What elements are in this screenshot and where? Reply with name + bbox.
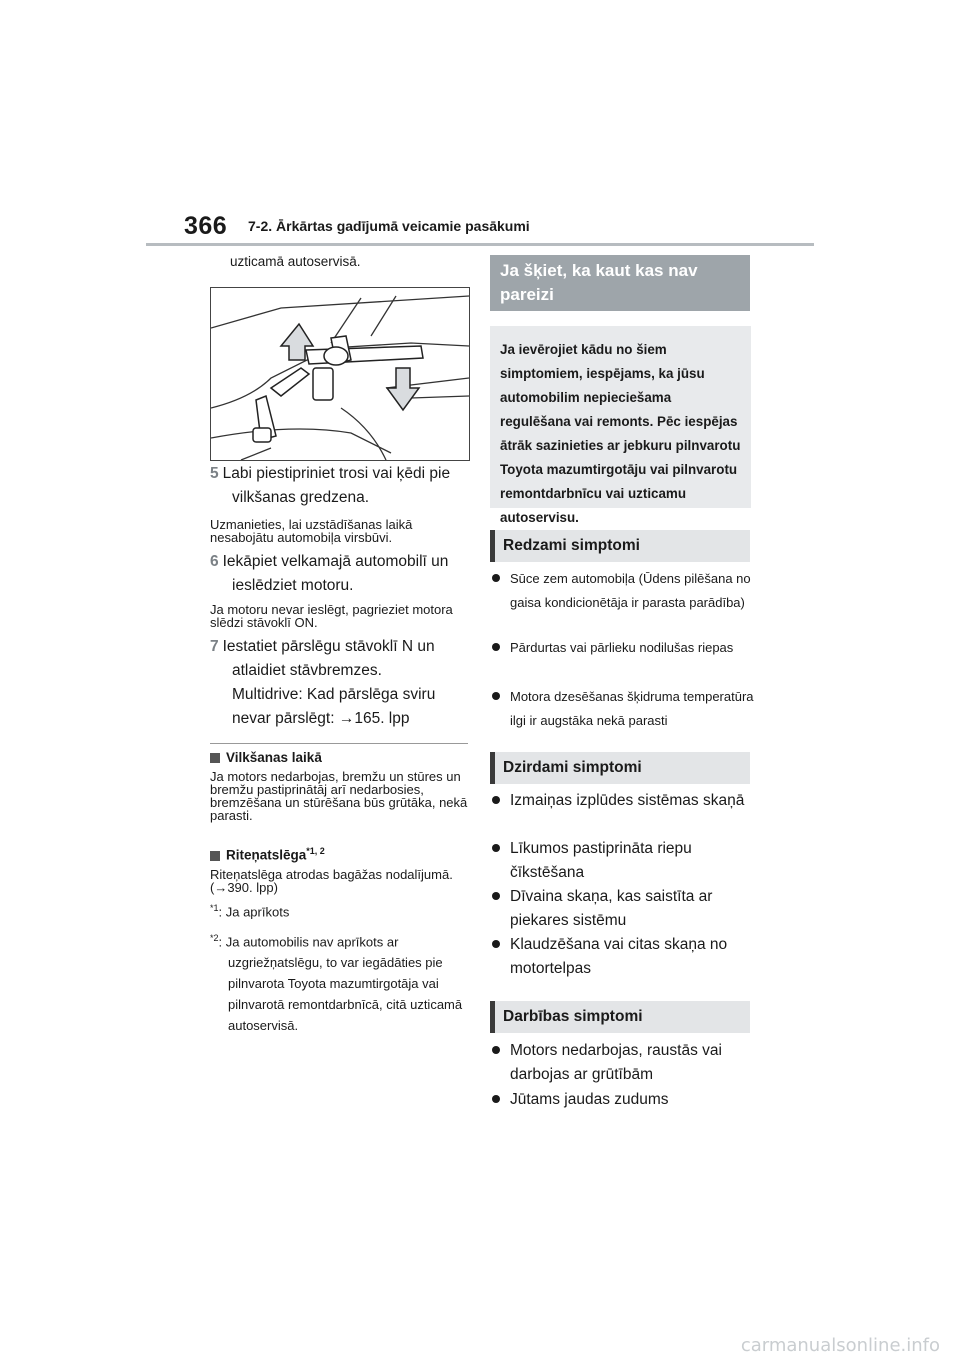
info-box: Ja ievērojiet kādu no šiem simptomiem, iespējams, ka jūsu automobilim nepieciešama regulēšana vai remonts. Pēc iespējas ātrāk sazinieties ar jebkuru pilnvarotu Toyota mazumtirgotāju vai pilnvarotu remontdarbnīcu vai uzticamu autoservisu. [490, 326, 751, 508]
list-item [492, 636, 754, 660]
footnote-1-mark: *1 [210, 903, 219, 913]
footnote-2 [210, 928, 472, 1036]
section-title: 7-2. Ārkārtas gadījumā veicamie pasākumi [248, 218, 530, 234]
bullet-icon [492, 643, 500, 651]
bullet-icon [492, 940, 500, 948]
main-heading-line1: Ja šķiet, ka kaut kas nav [500, 261, 698, 280]
footnote-1-text: : Ja aprīkots [218, 904, 290, 920]
bullet-icon [492, 574, 500, 582]
list-item [492, 885, 754, 933]
list-item-text: Pārdurtas vai pārlieku nodilušas riepas [510, 640, 734, 655]
step-number: 6 [210, 553, 219, 570]
step-number: 5 [210, 465, 219, 482]
step-5-note: Uzmanieties, lai uzstādīšanas laikā nesabojātu automobiļa virsbūvi. [210, 517, 413, 545]
main-heading [490, 255, 750, 311]
main-heading-line2: pareizi [500, 285, 554, 304]
step-text: Labi piestipriniet trosi vai ķēdi pie vilkšanas gredzena. [222, 465, 451, 506]
bullet-icon [492, 1095, 500, 1103]
step-text: Iestatiet pārslēgu stāvoklī N un atlaidiet stāvbremzes. [222, 638, 435, 679]
list-item [492, 789, 754, 813]
towing-text: Ja motors nedarbojas, bremžu un stūres un bremžu pastiprinātāj arī nedarbosies, bremzēšana un stūrēšana būs grūtāka, nekā parasti. [210, 769, 468, 823]
step-6 [210, 550, 480, 598]
footnote-2-mark: *2 [210, 933, 219, 943]
square-bullet-icon [210, 851, 220, 861]
site-watermark: carmanualsonline.info [740, 1335, 940, 1356]
bullet-icon [492, 892, 500, 900]
page-number: 366 [184, 212, 228, 240]
square-bullet-icon [210, 753, 220, 763]
towing-heading [210, 750, 322, 765]
list-item-text: Sūce zem automobiļa (Ūdens pilēšana no gaisa kondicionētāja ir parasta parādība) [510, 571, 751, 610]
towing-heading-text: Vilkšanas laikā [226, 750, 322, 765]
step-5 [210, 462, 480, 510]
list-item [492, 685, 754, 733]
step-7 [210, 635, 480, 683]
towing-hook-wrench-drawing [211, 288, 469, 460]
operational-symptoms-heading: Darbības simptomi [490, 1001, 750, 1033]
step-text: Iekāpiet velkamajā automobilī un ieslēdziet motoru. [222, 553, 449, 594]
list-item-text: Līkumos pastiprināta riepu čīkstēšana [510, 840, 692, 881]
wrench-heading [210, 846, 325, 863]
bullet-icon [492, 692, 500, 700]
towing-ring-illustration [210, 287, 470, 461]
wrench-text: Riteņatslēga atrodas bagāžas nodalījumā. (→390. lpp) [210, 867, 453, 895]
visible-symptoms-heading: Redzami simptomi [490, 530, 750, 562]
header-divider [146, 243, 814, 246]
step-number: 7 [210, 638, 219, 655]
wrench-heading-sup: *1, 2 [306, 846, 325, 856]
footnote-1 [210, 902, 472, 918]
footnote-2-text: : Ja automobilis nav aprīkots ar uzgriežņatslēgu, to var iegādāties pie pilnvarota Toyota mazumtirgotāja vai pilnvarotā remontdarbnīcā, citā uzticamā autoservisā. [218, 934, 463, 1034]
list-item [492, 837, 754, 885]
list-item-text: Klaudzēšana vai citas skaņa no motortelpas [510, 936, 728, 977]
bullet-icon [492, 1046, 500, 1054]
audible-symptoms-heading: Dzirdami simptomi [490, 752, 750, 784]
intro-text: uzticamā autoservisā. [230, 254, 361, 269]
list-item-text: Motora dzesēšanas šķidruma temperatūra ilgi ir augstāka nekā parasti [510, 689, 754, 728]
list-item-text: Jūtams jaudas zudums [510, 1091, 669, 1108]
list-item [492, 1088, 754, 1112]
bullet-icon [492, 796, 500, 804]
list-item-text: Izmaiņas izplūdes sistēmas skaņā [510, 792, 745, 809]
list-item [492, 567, 754, 615]
list-item [492, 1039, 754, 1087]
list-item-text: Dīvaina skaņa, kas saistīta ar piekares sistēmu [510, 888, 713, 929]
step-7-extra: Multidrive: Kad pārslēga sviru nevar pārslēgt: →165. lpp [232, 686, 436, 727]
list-item [492, 933, 754, 981]
list-item-text: Motors nedarbojas, raustās vai darbojas ar grūtībām [510, 1042, 722, 1083]
section-divider [210, 743, 468, 744]
step-6-note: Ja motoru nevar ieslēgt, pagrieziet motora slēdzi stāvoklī ON. [210, 602, 453, 630]
wrench-heading-text: Riteņatslēga [226, 847, 307, 863]
bullet-icon [492, 844, 500, 852]
